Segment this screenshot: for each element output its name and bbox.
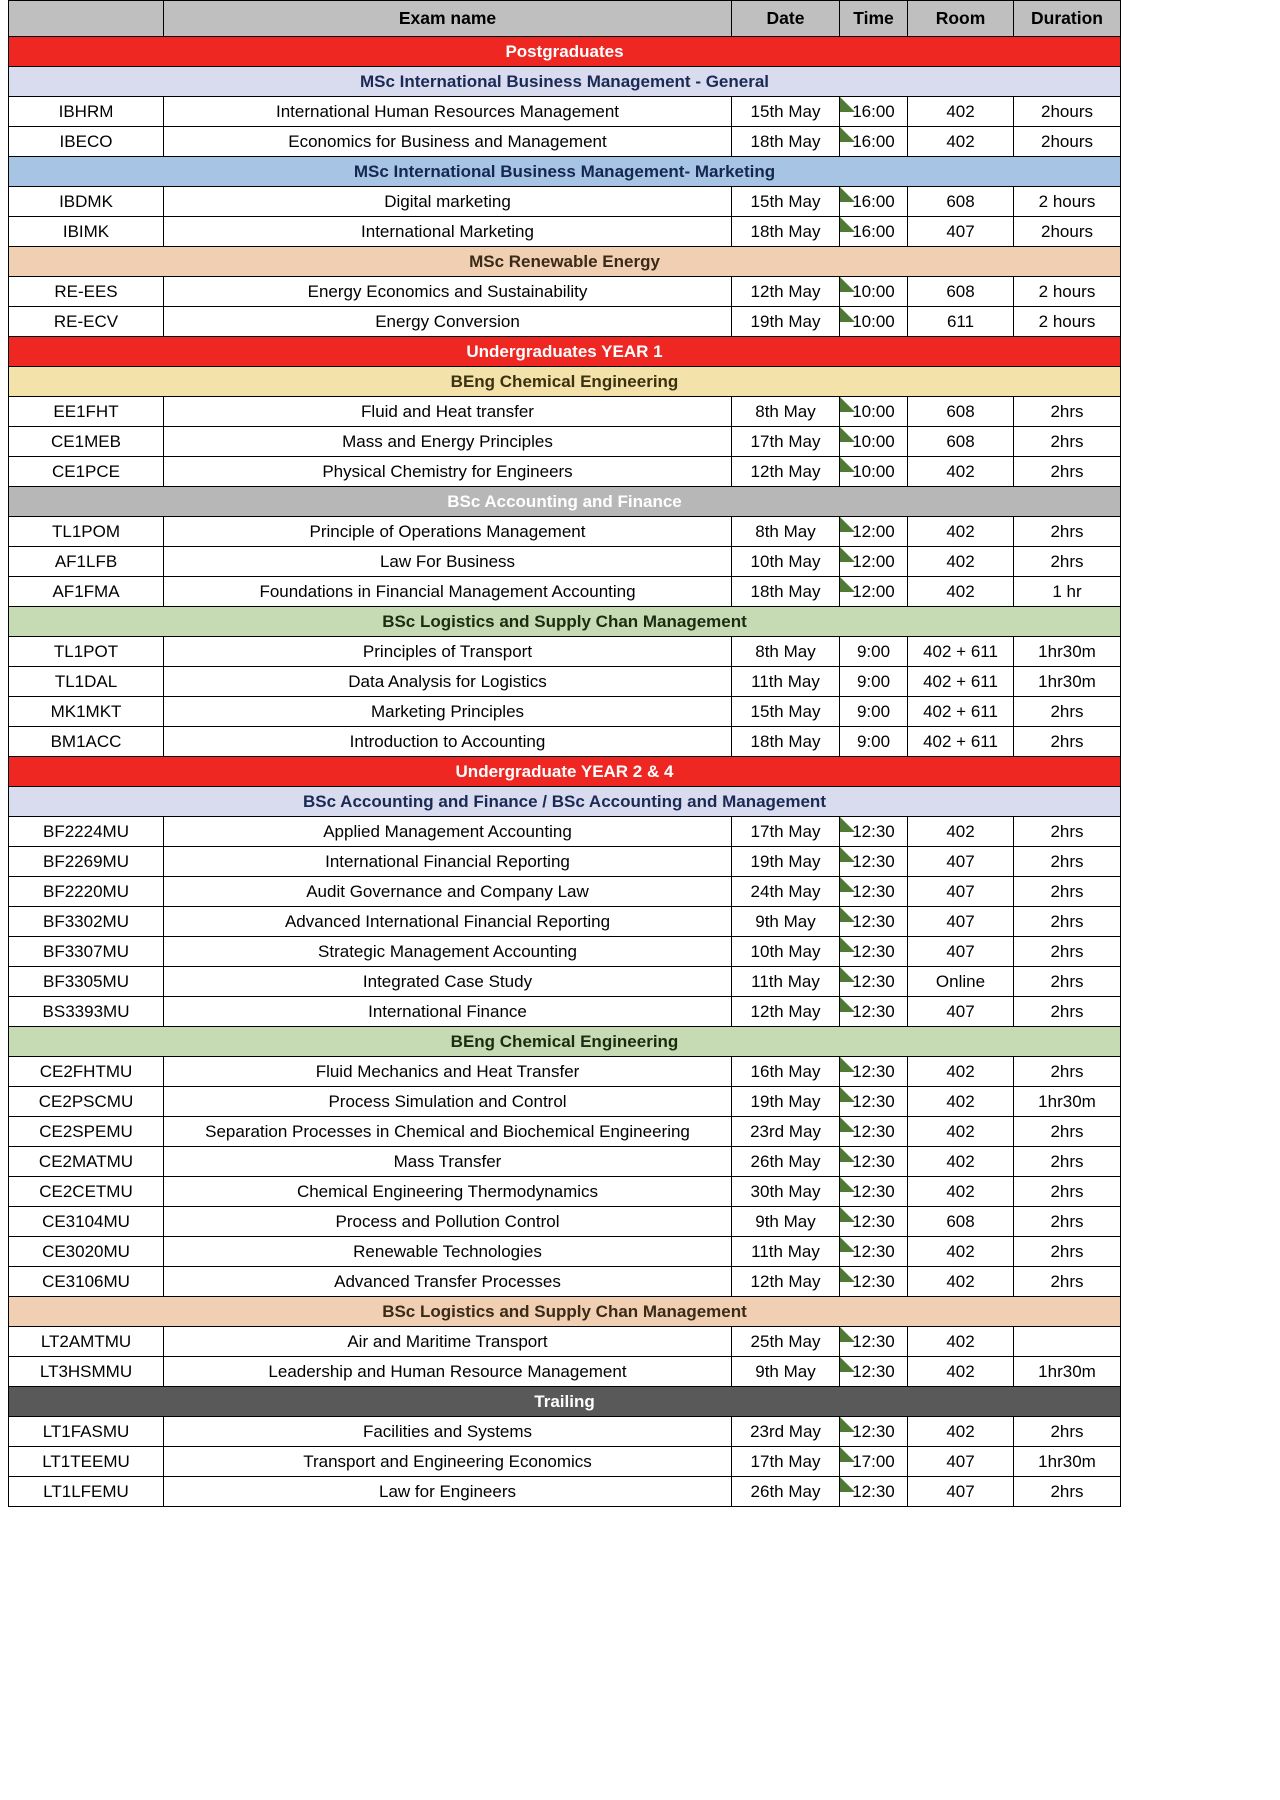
section-banner-label: Undergraduates YEAR 1 [9, 337, 1121, 367]
exam-name-cell: Mass Transfer [164, 1147, 732, 1177]
table-row [9, 1147, 1121, 1177]
exam-time-cell: 12:30 [840, 1267, 908, 1297]
exam-code-cell: RE-ECV [9, 307, 164, 337]
table-row [9, 907, 1121, 937]
exam-room-cell: 608 [908, 1207, 1014, 1237]
table-row [9, 937, 1121, 967]
exam-room-cell: 402 [908, 1417, 1014, 1447]
exam-duration-cell: 2hrs [1014, 847, 1121, 877]
section-banner-row [9, 757, 1121, 787]
exam-room-cell: 402 [908, 1117, 1014, 1147]
table-row [9, 397, 1121, 427]
exam-name-cell: Digital marketing [164, 187, 732, 217]
exam-date-cell: 12th May [732, 1267, 840, 1297]
exam-code-cell: LT2AMTMU [9, 1327, 164, 1357]
exam-time-cell: 12:30 [840, 1117, 908, 1147]
exam-room-cell: 402 [908, 1267, 1014, 1297]
section-banner-row [9, 787, 1121, 817]
table-row [9, 517, 1121, 547]
section-banner-label: BSc Accounting and Finance [9, 487, 1121, 517]
exam-date-cell: 18th May [732, 127, 840, 157]
header-time: Time [840, 1, 908, 37]
exam-code-cell: TL1POT [9, 637, 164, 667]
exam-duration-cell: 2hrs [1014, 997, 1121, 1027]
section-banner-label: Trailing [9, 1387, 1121, 1417]
exam-time-cell: 12:30 [840, 1357, 908, 1387]
exam-duration-cell: 1 hr [1014, 577, 1121, 607]
header-row [9, 1, 1121, 37]
exam-time-cell: 12:00 [840, 577, 908, 607]
exam-code-cell: CE3106MU [9, 1267, 164, 1297]
exam-room-cell: 402 [908, 1147, 1014, 1177]
exam-duration-cell: 1hr30m [1014, 637, 1121, 667]
table-row [9, 727, 1121, 757]
exam-duration-cell: 2 hours [1014, 187, 1121, 217]
exam-room-cell: 407 [908, 1447, 1014, 1477]
exam-code-cell: BF2224MU [9, 817, 164, 847]
section-banner-row [9, 367, 1121, 397]
exam-room-cell: Online [908, 967, 1014, 997]
exam-time-cell: 10:00 [840, 457, 908, 487]
exam-duration-cell: 2hrs [1014, 397, 1121, 427]
exam-time-cell: 9:00 [840, 667, 908, 697]
exam-date-cell: 19th May [732, 307, 840, 337]
table-row [9, 97, 1121, 127]
header-room: Room [908, 1, 1014, 37]
section-banner-label: Undergraduate YEAR 2 & 4 [9, 757, 1121, 787]
exam-code-cell: IBHRM [9, 97, 164, 127]
table-row [9, 637, 1121, 667]
exam-code-cell: CE2SPEMU [9, 1117, 164, 1147]
exam-room-cell: 407 [908, 877, 1014, 907]
exam-time-cell: 10:00 [840, 277, 908, 307]
exam-date-cell: 11th May [732, 967, 840, 997]
exam-name-cell: International Financial Reporting [164, 847, 732, 877]
exam-date-cell: 26th May [732, 1147, 840, 1177]
section-banner-row [9, 37, 1121, 67]
exam-duration-cell: 2hours [1014, 217, 1121, 247]
table-header [9, 1, 1121, 37]
exam-duration-cell: 2hrs [1014, 1417, 1121, 1447]
exam-room-cell: 407 [908, 937, 1014, 967]
exam-code-cell: CE2CETMU [9, 1177, 164, 1207]
exam-name-cell: Leadership and Human Resource Management [164, 1357, 732, 1387]
exam-date-cell: 12th May [732, 997, 840, 1027]
exam-date-cell: 25th May [732, 1327, 840, 1357]
table-row [9, 1327, 1121, 1357]
section-banner-row [9, 607, 1121, 637]
exam-time-cell: 12:30 [840, 1057, 908, 1087]
table-row [9, 1267, 1121, 1297]
exam-duration-cell: 2 hours [1014, 277, 1121, 307]
section-banner-label: MSc International Business Management - General [9, 67, 1121, 97]
exam-date-cell: 12th May [732, 277, 840, 307]
exam-time-cell: 12:30 [840, 1177, 908, 1207]
section-banner-row [9, 1027, 1121, 1057]
table-row [9, 1117, 1121, 1147]
exam-room-cell: 402 + 611 [908, 637, 1014, 667]
table-row [9, 1477, 1121, 1507]
exam-date-cell: 11th May [732, 667, 840, 697]
exam-code-cell: CE3104MU [9, 1207, 164, 1237]
header-date: Date [732, 1, 840, 37]
section-banner-label: BEng Chemical Engineering [9, 1027, 1121, 1057]
exam-room-cell: 407 [908, 997, 1014, 1027]
exam-date-cell: 15th May [732, 697, 840, 727]
exam-time-cell: 12:30 [840, 877, 908, 907]
table-row [9, 577, 1121, 607]
exam-duration-cell: 1hr30m [1014, 1357, 1121, 1387]
exam-time-cell: 16:00 [840, 187, 908, 217]
exam-room-cell: 402 [908, 457, 1014, 487]
section-banner-label: BSc Logistics and Supply Chan Management [9, 1297, 1121, 1327]
exam-duration-cell: 2hrs [1014, 547, 1121, 577]
exam-room-cell: 608 [908, 427, 1014, 457]
exam-time-cell: 12:30 [840, 1327, 908, 1357]
exam-room-cell: 407 [908, 847, 1014, 877]
exam-time-cell: 16:00 [840, 127, 908, 157]
exam-room-cell: 407 [908, 1477, 1014, 1507]
exam-duration-cell: 1hr30m [1014, 667, 1121, 697]
exam-duration-cell: 1hr30m [1014, 1447, 1121, 1477]
exam-duration-cell: 2hrs [1014, 907, 1121, 937]
exam-time-cell: 12:30 [840, 1417, 908, 1447]
exam-name-cell: Fluid and Heat transfer [164, 397, 732, 427]
exam-room-cell: 402 + 611 [908, 667, 1014, 697]
exam-name-cell: Law For Business [164, 547, 732, 577]
exam-name-cell: Principles of Transport [164, 637, 732, 667]
exam-room-cell: 402 [908, 127, 1014, 157]
table-row [9, 697, 1121, 727]
exam-name-cell: Transport and Engineering Economics [164, 1447, 732, 1477]
exam-code-cell: AF1LFB [9, 547, 164, 577]
table-row [9, 1447, 1121, 1477]
exam-duration-cell: 2hrs [1014, 1267, 1121, 1297]
exam-code-cell: CE2PSCMU [9, 1087, 164, 1117]
table-row [9, 307, 1121, 337]
exam-time-cell: 10:00 [840, 397, 908, 427]
section-banner-row [9, 337, 1121, 367]
exam-room-cell: 402 [908, 517, 1014, 547]
section-banner-label: BSc Logistics and Supply Chan Management [9, 607, 1121, 637]
section-banner-label: Postgraduates [9, 37, 1121, 67]
table-row [9, 277, 1121, 307]
exam-name-cell: Physical Chemistry for Engineers [164, 457, 732, 487]
exam-code-cell: BF2269MU [9, 847, 164, 877]
exam-room-cell: 402 [908, 1177, 1014, 1207]
exam-room-cell: 402 [908, 817, 1014, 847]
exam-time-cell: 12:30 [840, 907, 908, 937]
exam-room-cell: 608 [908, 397, 1014, 427]
table-row [9, 187, 1121, 217]
exam-room-cell: 407 [908, 217, 1014, 247]
exam-name-cell: Economics for Business and Management [164, 127, 732, 157]
exam-code-cell: BF2220MU [9, 877, 164, 907]
exam-duration-cell: 2hrs [1014, 1237, 1121, 1267]
exam-room-cell: 407 [908, 907, 1014, 937]
exam-duration-cell: 2hrs [1014, 427, 1121, 457]
exam-room-cell: 402 + 611 [908, 697, 1014, 727]
exam-name-cell: Integrated Case Study [164, 967, 732, 997]
exam-code-cell: IBIMK [9, 217, 164, 247]
exam-name-cell: Energy Conversion [164, 307, 732, 337]
table-row [9, 667, 1121, 697]
exam-time-cell: 12:30 [840, 1237, 908, 1267]
section-banner-label: MSc International Business Management- Marketing [9, 157, 1121, 187]
exam-time-cell: 9:00 [840, 637, 908, 667]
table-row [9, 847, 1121, 877]
exam-date-cell: 15th May [732, 187, 840, 217]
table-row [9, 547, 1121, 577]
exam-date-cell: 30th May [732, 1177, 840, 1207]
exam-name-cell: Law for Engineers [164, 1477, 732, 1507]
exam-name-cell: Chemical Engineering Thermodynamics [164, 1177, 732, 1207]
exam-duration-cell: 2hrs [1014, 877, 1121, 907]
exam-name-cell: Fluid Mechanics and Heat Transfer [164, 1057, 732, 1087]
exam-code-cell: BS3393MU [9, 997, 164, 1027]
section-banner-row [9, 1297, 1121, 1327]
exam-time-cell: 12:30 [840, 967, 908, 997]
exam-time-cell: 10:00 [840, 427, 908, 457]
exam-name-cell: Separation Processes in Chemical and Biochemical Engineering [164, 1117, 732, 1147]
exam-room-cell: 402 + 611 [908, 727, 1014, 757]
section-banner-row [9, 157, 1121, 187]
table-row [9, 997, 1121, 1027]
exam-duration-cell: 1hr30m [1014, 1087, 1121, 1117]
table-row [9, 1087, 1121, 1117]
exam-name-cell: Energy Economics and Sustainability [164, 277, 732, 307]
exam-date-cell: 10th May [732, 937, 840, 967]
exam-date-cell: 18th May [732, 577, 840, 607]
exam-room-cell: 402 [908, 1057, 1014, 1087]
exam-date-cell: 8th May [732, 637, 840, 667]
exam-room-cell: 402 [908, 1357, 1014, 1387]
exam-duration-cell: 2hrs [1014, 457, 1121, 487]
section-banner-row [9, 247, 1121, 277]
exam-date-cell: 12th May [732, 457, 840, 487]
exam-time-cell: 12:30 [840, 1087, 908, 1117]
table-row [9, 817, 1121, 847]
exam-date-cell: 9th May [732, 1207, 840, 1237]
exam-code-cell: RE-EES [9, 277, 164, 307]
exam-duration-cell: 2hrs [1014, 1177, 1121, 1207]
exam-name-cell: Advanced Transfer Processes [164, 1267, 732, 1297]
exam-time-cell: 16:00 [840, 97, 908, 127]
exam-duration-cell: 2hrs [1014, 1207, 1121, 1237]
exam-code-cell: BF3305MU [9, 967, 164, 997]
exam-name-cell: Principle of Operations Management [164, 517, 732, 547]
exam-time-cell: 12:30 [840, 847, 908, 877]
header-code [9, 1, 164, 37]
exam-code-cell: LT3HSMMU [9, 1357, 164, 1387]
table-row [9, 1177, 1121, 1207]
exam-date-cell: 17th May [732, 817, 840, 847]
exam-duration-cell: 2hrs [1014, 817, 1121, 847]
exam-code-cell: TL1POM [9, 517, 164, 547]
exam-time-cell: 16:00 [840, 217, 908, 247]
exam-date-cell: 9th May [732, 907, 840, 937]
exam-code-cell: MK1MKT [9, 697, 164, 727]
exam-name-cell: International Human Resources Management [164, 97, 732, 127]
exam-name-cell: Mass and Energy Principles [164, 427, 732, 457]
exam-date-cell: 17th May [732, 427, 840, 457]
exam-code-cell: LT1FASMU [9, 1417, 164, 1447]
exam-room-cell: 402 [908, 97, 1014, 127]
header-duration: Duration [1014, 1, 1121, 37]
exam-code-cell: EE1FHT [9, 397, 164, 427]
exam-duration-cell: 2hours [1014, 97, 1121, 127]
header-exam-name: Exam name [164, 1, 732, 37]
exam-code-cell: LT1TEEMU [9, 1447, 164, 1477]
exam-time-cell: 10:00 [840, 307, 908, 337]
section-banner-row [9, 487, 1121, 517]
exam-code-cell: CE1MEB [9, 427, 164, 457]
exam-date-cell: 23rd May [732, 1117, 840, 1147]
exam-time-cell: 17:00 [840, 1447, 908, 1477]
exam-room-cell: 611 [908, 307, 1014, 337]
table-row [9, 1207, 1121, 1237]
exam-code-cell: BF3302MU [9, 907, 164, 937]
exam-date-cell: 15th May [732, 97, 840, 127]
section-banner-row [9, 1387, 1121, 1417]
exam-time-cell: 12:30 [840, 997, 908, 1027]
exam-date-cell: 16th May [732, 1057, 840, 1087]
exam-duration-cell: 2hrs [1014, 967, 1121, 997]
exam-name-cell: Strategic Management Accounting [164, 937, 732, 967]
exam-code-cell: CE2MATMU [9, 1147, 164, 1177]
exam-duration-cell: 2hrs [1014, 517, 1121, 547]
table-row [9, 967, 1121, 997]
exam-code-cell: BF3307MU [9, 937, 164, 967]
exam-time-cell: 9:00 [840, 697, 908, 727]
exam-code-cell: CE3020MU [9, 1237, 164, 1267]
exam-room-cell: 608 [908, 187, 1014, 217]
exam-duration-cell: 2hrs [1014, 1057, 1121, 1087]
exam-date-cell: 18th May [732, 217, 840, 247]
exam-code-cell: CE2FHTMU [9, 1057, 164, 1087]
exam-room-cell: 402 [908, 1327, 1014, 1357]
exam-duration-cell [1014, 1327, 1121, 1357]
exam-duration-cell: 2hrs [1014, 1117, 1121, 1147]
exam-name-cell: International Finance [164, 997, 732, 1027]
exam-name-cell: Renewable Technologies [164, 1237, 732, 1267]
exam-room-cell: 402 [908, 1237, 1014, 1267]
exam-time-cell: 12:00 [840, 517, 908, 547]
exam-date-cell: 8th May [732, 517, 840, 547]
exam-date-cell: 9th May [732, 1357, 840, 1387]
section-banner-row [9, 67, 1121, 97]
exam-name-cell: Introduction to Accounting [164, 727, 732, 757]
exam-duration-cell: 2 hours [1014, 307, 1121, 337]
exam-name-cell: Air and Maritime Transport [164, 1327, 732, 1357]
exam-code-cell: BM1ACC [9, 727, 164, 757]
exam-name-cell: Facilities and Systems [164, 1417, 732, 1447]
table-row [9, 1057, 1121, 1087]
table-row [9, 457, 1121, 487]
exam-time-cell: 12:30 [840, 1207, 908, 1237]
exam-date-cell: 17th May [732, 1447, 840, 1477]
exam-name-cell: Foundations in Financial Management Accounting [164, 577, 732, 607]
exam-date-cell: 24th May [732, 877, 840, 907]
table-row [9, 217, 1121, 247]
exam-name-cell: Process and Pollution Control [164, 1207, 732, 1237]
exam-date-cell: 11th May [732, 1237, 840, 1267]
exam-room-cell: 402 [908, 547, 1014, 577]
exam-name-cell: Process Simulation and Control [164, 1087, 732, 1117]
exam-code-cell: TL1DAL [9, 667, 164, 697]
exam-date-cell: 10th May [732, 547, 840, 577]
section-banner-label: BSc Accounting and Finance / BSc Accounting and Management [9, 787, 1121, 817]
exam-room-cell: 608 [908, 277, 1014, 307]
exam-duration-cell: 2hrs [1014, 937, 1121, 967]
table-row [9, 1417, 1121, 1447]
exam-room-cell: 402 [908, 1087, 1014, 1117]
section-banner-label: BEng Chemical Engineering [9, 367, 1121, 397]
exam-time-cell: 9:00 [840, 727, 908, 757]
exam-code-cell: IBDMK [9, 187, 164, 217]
exam-date-cell: 19th May [732, 1087, 840, 1117]
exam-duration-cell: 2hrs [1014, 697, 1121, 727]
exam-date-cell: 8th May [732, 397, 840, 427]
exam-code-cell: IBECO [9, 127, 164, 157]
exam-date-cell: 19th May [732, 847, 840, 877]
exam-time-cell: 12:30 [840, 1477, 908, 1507]
exam-duration-cell: 2hrs [1014, 1147, 1121, 1177]
exam-time-cell: 12:30 [840, 817, 908, 847]
table-row [9, 127, 1121, 157]
exam-name-cell: Advanced International Financial Reporting [164, 907, 732, 937]
exam-room-cell: 402 [908, 577, 1014, 607]
exam-date-cell: 26th May [732, 1477, 840, 1507]
exam-duration-cell: 2hrs [1014, 727, 1121, 757]
exam-date-cell: 23rd May [732, 1417, 840, 1447]
exam-time-cell: 12:00 [840, 547, 908, 577]
exam-code-cell: AF1FMA [9, 577, 164, 607]
table-row [9, 1357, 1121, 1387]
exam-name-cell: Audit Governance and Company Law [164, 877, 732, 907]
exam-timetable [8, 0, 1121, 1507]
table-row [9, 877, 1121, 907]
exam-time-cell: 12:30 [840, 937, 908, 967]
exam-code-cell: CE1PCE [9, 457, 164, 487]
table-row [9, 427, 1121, 457]
exam-date-cell: 18th May [732, 727, 840, 757]
exam-name-cell: Marketing Principles [164, 697, 732, 727]
exam-duration-cell: 2hours [1014, 127, 1121, 157]
table-row [9, 1237, 1121, 1267]
exam-time-cell: 12:30 [840, 1147, 908, 1177]
exam-name-cell: Applied Management Accounting [164, 817, 732, 847]
exam-duration-cell: 2hrs [1014, 1477, 1121, 1507]
exam-name-cell: International Marketing [164, 217, 732, 247]
exam-name-cell: Data Analysis for Logistics [164, 667, 732, 697]
section-banner-label: MSc Renewable Energy [9, 247, 1121, 277]
table-body [9, 37, 1121, 1507]
exam-code-cell: LT1LFEMU [9, 1477, 164, 1507]
